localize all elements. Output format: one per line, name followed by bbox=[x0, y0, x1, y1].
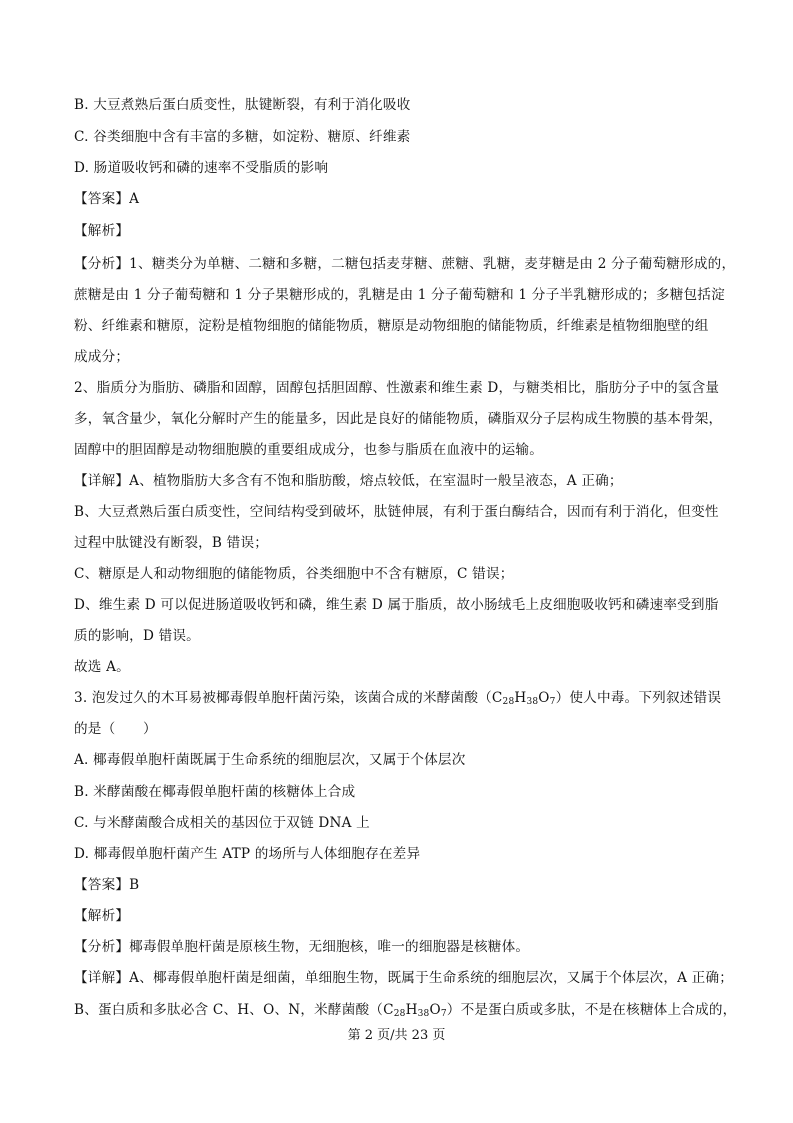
conclusion-line: 故选 A。 bbox=[74, 659, 130, 675]
question-3-stem-cont: 的是（ ） bbox=[74, 721, 157, 737]
question-3-detail-b: B、蛋白质和多肽必含 C、H、O、N，米酵菌酸$(C_{28}H_{38}O_7)$不是蛋白质或多肽，不是在核糖体上合成的， bbox=[74, 1002, 737, 1019]
question-3-analysis-heading: 【解析】 bbox=[74, 908, 130, 924]
detail-line: D、维生素 D 可以促进肠道吸收钙和磷，维生素 D 属于脂质，故小肠绒毛上皮细胞吸收钙和磷速率受到脂 bbox=[74, 597, 719, 613]
question-3-detail: 【详解】A、椰毒假单胞杆菌是细菌，单细胞生物，既属于生命系统的细胞层次，又属于个体层次，A 正确； bbox=[74, 970, 734, 986]
question-3-analysis: 【分析】椰毒假单胞杆菌是原核生物，无细胞核，唯一的细胞器是核糖体。 bbox=[74, 939, 530, 955]
paragraph-line: 2、脂质分为脂肪、磷脂和固醇，固醇包括胆固醇、性激素和维生素 D，与糖类相比，脂肪分子中的氢含量 bbox=[74, 380, 720, 396]
question-3-option-b: B. 米酵菌酸在椰毒假单胞杆菌的核糖体上合成 bbox=[74, 784, 356, 800]
detail-line: 过程中肽键没有断裂，B 错误； bbox=[74, 535, 269, 551]
detail-line: C、糖原是人和动物细胞的储能物质，谷类细胞中不含有糖原，C 错误； bbox=[74, 566, 514, 582]
paragraph-line: 粉、纤维素和糖原，淀粉是植物细胞的储能物质，糖原是动物细胞的储能物质，纤维素是植物细胞壁的组 bbox=[74, 318, 709, 334]
detail-line: 【详解】A、植物脂肪大多含有不饱和脂肪酸，熔点较低，在室温时一般呈液态，A 正确； bbox=[74, 473, 623, 489]
option-b-line: B. 大豆煮熟后蛋白质变性，肽键断裂，有利于消化吸收 bbox=[74, 97, 411, 113]
option-c-line: C. 谷类细胞中含有丰富的多糖，如淀粉、糖原、纤维素 bbox=[74, 129, 411, 145]
question-3-option-d: D. 椰毒假单胞杆菌产生 ATP 的场所与人体细胞存在差异 bbox=[74, 846, 421, 862]
page-number: 第 2 页/共 23 页 bbox=[347, 1028, 446, 1043]
paragraph-line: 多，氧含量少，氧化分解时产生的能量多，因此是良好的储能物质，磷脂双分子层构成生物膜的基本骨架， bbox=[74, 411, 723, 427]
paragraph-line: 成成分； bbox=[74, 349, 130, 365]
answer-line: 【答案】A bbox=[74, 191, 140, 207]
paragraph-line: 【分析】1、糖类分为单糖、二糖和多糖，二糖包括麦芽糖、蔗糖、乳糖，麦芽糖是由 2 分子葡萄糖形成的， bbox=[74, 256, 736, 272]
option-d-line: D. 肠道吸收钙和磷的速率不受脂质的影响 bbox=[74, 160, 329, 176]
detail-line: B、大豆煮熟后蛋白质变性，空间结构受到破坏，肽链伸展，有利于蛋白酶结合，因而有利于消化，但变性 bbox=[74, 504, 719, 520]
paragraph-line: 蔗糖是由 1 分子葡萄糖和 1 分子果糖形成的，乳糖是由 1 分子葡萄糖和 1 分子半乳糖形成的；多糖包括淀 bbox=[74, 287, 725, 303]
analysis-heading: 【解析】 bbox=[74, 223, 130, 239]
question-3-stem: 3. 泡发过久的木耳易被椰毒假单胞杆菌污染，该菌合成的米酵菌酸$(C_{28}H_{38}O_7)$使人中毒。下列叙述错误 bbox=[74, 690, 722, 707]
question-3-option-c: C. 与米酵菌酸合成相关的基因位于双链 DNA 上 bbox=[74, 815, 370, 831]
detail-line: 质的影响，D 错误。 bbox=[74, 628, 200, 644]
paragraph-line: 固醇中的胆固醇是动物细胞膜的重要组成成分，也参与脂质在血液中的运输。 bbox=[74, 442, 543, 458]
question-3-option-a: A. 椰毒假单胞杆菌既属于生命系统的细胞层次，又属于个体层次 bbox=[74, 752, 466, 768]
question-3-answer: 【答案】B bbox=[74, 877, 140, 893]
